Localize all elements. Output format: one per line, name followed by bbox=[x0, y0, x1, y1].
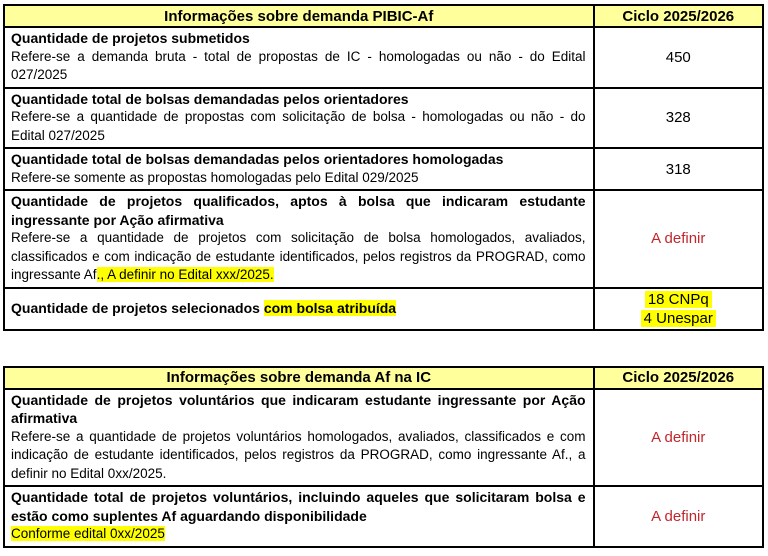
text-segment: Quantidade total de bolsas demandadas pelos orientadores bbox=[11, 90, 409, 107]
table-header-row bbox=[4, 367, 763, 389]
value-text: A definir bbox=[651, 230, 706, 248]
row-info-cell bbox=[4, 288, 594, 330]
table-title: Informações sobre demanda Af na IC bbox=[4, 367, 594, 389]
row-title bbox=[11, 391, 586, 428]
table-row bbox=[4, 88, 763, 149]
table-row bbox=[4, 148, 763, 190]
table-row bbox=[4, 389, 763, 487]
text-segment: Quantidade de projetos submetidos bbox=[11, 30, 250, 46]
highlighted-value: 18 CNPq bbox=[645, 291, 712, 308]
row-title bbox=[11, 192, 586, 229]
row-title bbox=[11, 488, 586, 525]
row-value-cell bbox=[594, 148, 763, 190]
row-value-cell bbox=[594, 288, 763, 330]
highlighted-text: Conforme edital 0xx/2025 bbox=[11, 526, 165, 541]
highlighted-text: ., A definir no Edital xxx/2025. bbox=[96, 267, 274, 282]
value-line bbox=[599, 160, 758, 179]
text-segment: Quantidade de projetos selecionados bbox=[11, 299, 264, 316]
table-pibic-af-demand bbox=[3, 4, 764, 331]
row-title bbox=[11, 299, 586, 318]
row-info-cell bbox=[4, 88, 594, 149]
cycle-column-header: Ciclo 2025/2026 bbox=[594, 367, 763, 389]
value-text: A definir bbox=[651, 507, 706, 525]
value-line bbox=[599, 108, 758, 127]
highlighted-text: com bolsa atribuída bbox=[263, 299, 397, 316]
row-info-cell bbox=[4, 27, 594, 88]
text-segment: Quantidade total de bolsas demandadas pelos orientadores homologadas bbox=[11, 151, 504, 167]
row-description bbox=[11, 525, 586, 544]
row-title bbox=[11, 150, 586, 169]
row-description bbox=[11, 428, 586, 484]
row-info-cell bbox=[4, 389, 594, 487]
value-line bbox=[599, 309, 758, 328]
text-segment: Quantidade total de projetos voluntários, incluindo aqueles que solicitaram bolsa e estão como suplentes Af aguardando disponibilidade bbox=[11, 489, 586, 524]
table-title: Informações sobre demanda PIBIC-Af bbox=[4, 5, 594, 27]
text-segment: Refere-se a demanda bruta - total de propostas de IC - homologadas ou não - do Edital 027/2025 bbox=[11, 48, 586, 82]
row-info-cell bbox=[4, 148, 594, 190]
value-line bbox=[599, 507, 758, 526]
row-value-cell bbox=[594, 190, 763, 288]
text-segment: Refere-se somente as propostas homologadas pelo Edital 029/2025 bbox=[11, 169, 419, 185]
table-header-row bbox=[4, 5, 763, 27]
table-row bbox=[4, 486, 763, 547]
row-title bbox=[11, 29, 586, 48]
row-info-cell bbox=[4, 486, 594, 547]
table-row bbox=[4, 190, 763, 288]
value-text: 328 bbox=[665, 109, 691, 127]
value-text: 318 bbox=[665, 160, 691, 178]
row-value-cell bbox=[594, 486, 763, 547]
value-line bbox=[599, 290, 758, 309]
value-text: A definir bbox=[651, 428, 706, 446]
text-segment: Refere-se a quantidade de propostas com solicitação de bolsa - homologadas ou não - do Edital 027/2025 bbox=[11, 109, 586, 143]
table-row bbox=[4, 27, 763, 88]
cycle-column-header: Ciclo 2025/2026 bbox=[594, 5, 763, 27]
value-line bbox=[599, 428, 758, 447]
row-description bbox=[11, 229, 586, 285]
highlighted-value: 4 Unespar bbox=[641, 310, 716, 327]
table-row bbox=[4, 288, 763, 330]
text-segment: Quantidade de projetos qualificados, aptos à bolsa que indicaram estudante ingressante por Ação afirmativa bbox=[11, 193, 586, 228]
row-description bbox=[11, 48, 586, 85]
value-line bbox=[599, 48, 758, 67]
row-value-cell bbox=[594, 389, 763, 487]
text-segment: Quantidade de projetos voluntários que indicaram estudante ingressante por Ação afirmativa bbox=[11, 391, 586, 426]
row-title bbox=[11, 90, 586, 109]
value-text: 450 bbox=[665, 48, 691, 66]
row-description bbox=[11, 169, 586, 188]
row-value-cell bbox=[594, 88, 763, 149]
row-value-cell bbox=[594, 27, 763, 88]
row-info-cell bbox=[4, 190, 594, 288]
table-af-na-ic-demand bbox=[3, 366, 764, 548]
row-description bbox=[11, 108, 586, 145]
text-segment: Refere-se a quantidade de projetos voluntários homologados, avaliados, classificados e com indicação de estudante identificados, pelos registros da PROGRAD, como ingressante Af., a definir no Edital 0xx/2025. bbox=[11, 428, 586, 481]
value-line bbox=[599, 229, 758, 248]
text-segment: Refere-se a quantidade de projetos com solicitação de bolsa homologados, avaliados, classificados e com indicação de estudante identificados, pelos registros da PROGRAD, como ingressante Af bbox=[11, 230, 586, 282]
